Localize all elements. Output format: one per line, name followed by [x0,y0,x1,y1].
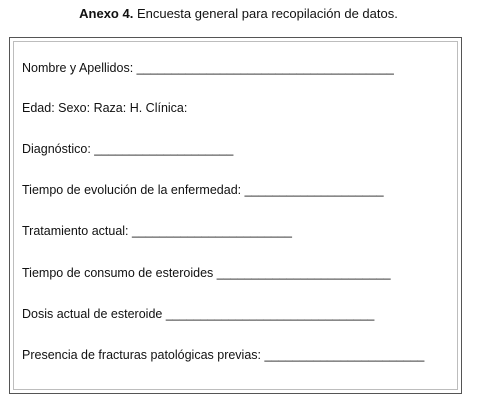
field-dosis-actual-esteroide: Dosis actual de esteroide ______________________________ [22,307,375,321]
survey-form-box [9,37,462,394]
field-tratamiento-actual: Tratamiento actual: _______________________ [22,224,292,238]
field-tiempo-consumo-esteroides: Tiempo de consumo de esteroides _________________________ [22,266,391,280]
caption-text: Encuesta general para recopilación de datos. [133,6,398,21]
field-tiempo-evolucion: Tiempo de evolución de la enfermedad: ____________________ [22,183,384,197]
field-edad-sexo-raza-hclinica: Edad: Sexo: Raza: H. Clínica: [22,101,188,115]
field-fracturas-patologicas: Presencia de fracturas patológicas previas: _______________________ [22,348,425,362]
field-diagnostico: Diagnóstico: ____________________ [22,142,234,156]
caption-label: Anexo 4. [79,6,134,21]
field-nombre-apellidos: Nombre y Apellidos: _____________________________________ [22,61,394,75]
document-caption [0,6,477,22]
